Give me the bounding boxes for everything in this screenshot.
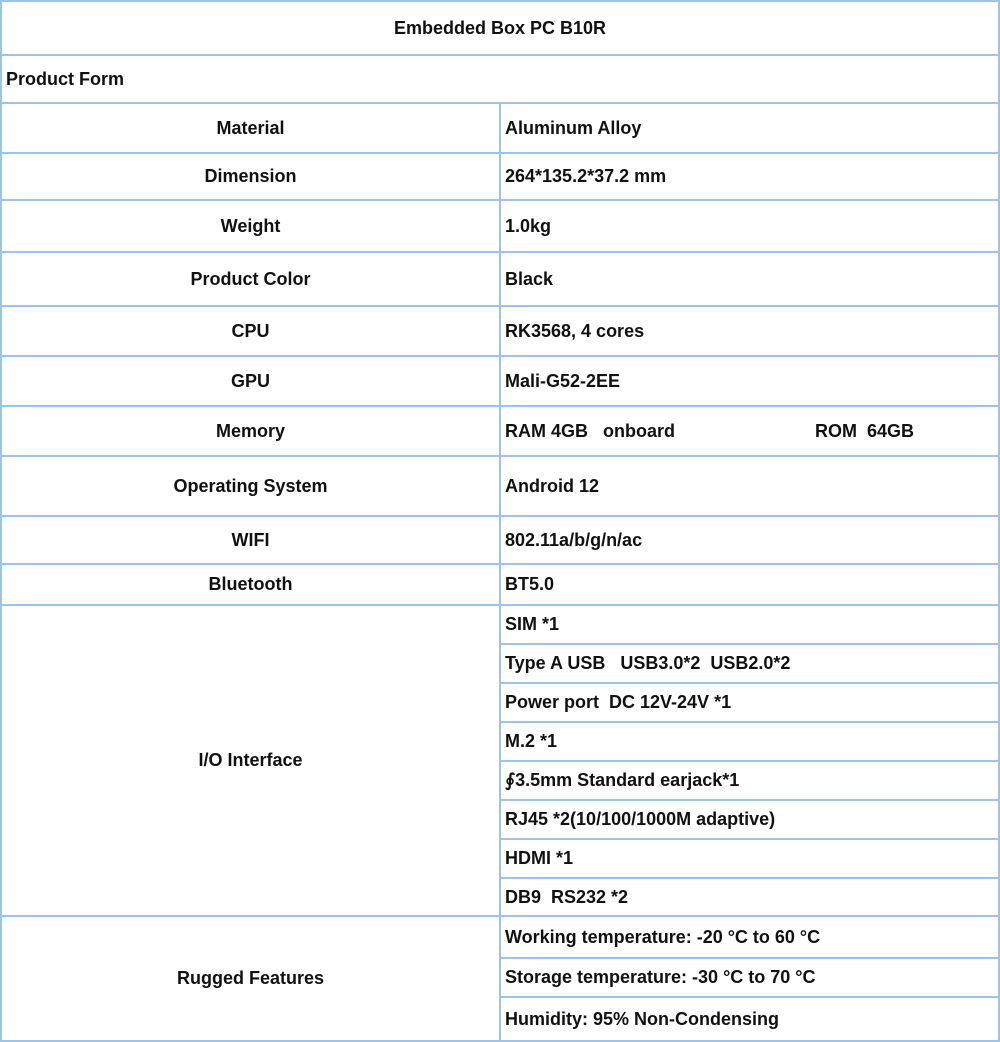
rugged-item: Humidity: 95% Non-Condensing	[500, 997, 999, 1041]
io-item: SIM *1	[500, 605, 999, 644]
row-value: 802.11a/b/g/n/ac	[500, 516, 999, 564]
io-item: RJ45 *2(10/100/1000M adaptive)	[500, 800, 999, 839]
row-bluetooth	[1, 564, 999, 605]
io-item: DB9 RS232 *2	[500, 878, 999, 916]
row-label: Bluetooth	[1, 564, 500, 605]
row-label: Dimension	[1, 153, 500, 200]
row-label: Material	[1, 103, 500, 153]
row-value: Mali-G52-2EE	[500, 356, 999, 406]
row-memory	[1, 406, 999, 456]
row-label: Product Color	[1, 252, 500, 306]
row-label: Memory	[1, 406, 500, 456]
section-header-product-form: Product Form	[1, 55, 999, 103]
row-cpu	[1, 306, 999, 356]
rugged-features-label: Rugged Features	[1, 916, 500, 1041]
rugged-item: Storage temperature: -30 °C to 70 °C	[500, 958, 999, 997]
row-value: BT5.0	[500, 564, 999, 605]
row-value: RK3568, 4 cores	[500, 306, 999, 356]
row-value: 264*135.2*37.2 mm	[500, 153, 999, 200]
rugged-item: Working temperature: -20 °C to 60 °C	[500, 916, 999, 958]
row-io-1	[1, 605, 999, 644]
page-title: Embedded Box PC B10R	[1, 1, 999, 55]
row-label: Weight	[1, 200, 500, 252]
io-item: Power port DC 12V-24V *1	[500, 683, 999, 722]
io-interface-label: I/O Interface	[1, 605, 500, 916]
row-rugged-1	[1, 916, 999, 958]
row-label: Operating System	[1, 456, 500, 516]
title-row	[1, 1, 999, 55]
row-gpu	[1, 356, 999, 406]
memory-rom: ROM 64GB	[815, 420, 915, 441]
io-item: M.2 *1	[500, 722, 999, 761]
row-value: Black	[500, 252, 999, 306]
io-item: HDMI *1	[500, 839, 999, 878]
row-value: 1.0kg	[500, 200, 999, 252]
row-label: GPU	[1, 356, 500, 406]
row-operating-system	[1, 456, 999, 516]
section-row	[1, 55, 999, 103]
row-wifi	[1, 516, 999, 564]
row-label: WIFI	[1, 516, 500, 564]
row-value	[500, 406, 999, 456]
row-material	[1, 103, 999, 153]
memory-ram: RAM 4GB onboard	[505, 420, 675, 441]
row-value: Aluminum Alloy	[500, 103, 999, 153]
row-dimension	[1, 153, 999, 200]
row-product-color	[1, 252, 999, 306]
row-weight	[1, 200, 999, 252]
io-item: Type A USB USB3.0*2 USB2.0*2	[500, 644, 999, 683]
row-value: Android 12	[500, 456, 999, 516]
io-item: ∮3.5mm Standard earjack*1	[500, 761, 999, 800]
row-label: CPU	[1, 306, 500, 356]
